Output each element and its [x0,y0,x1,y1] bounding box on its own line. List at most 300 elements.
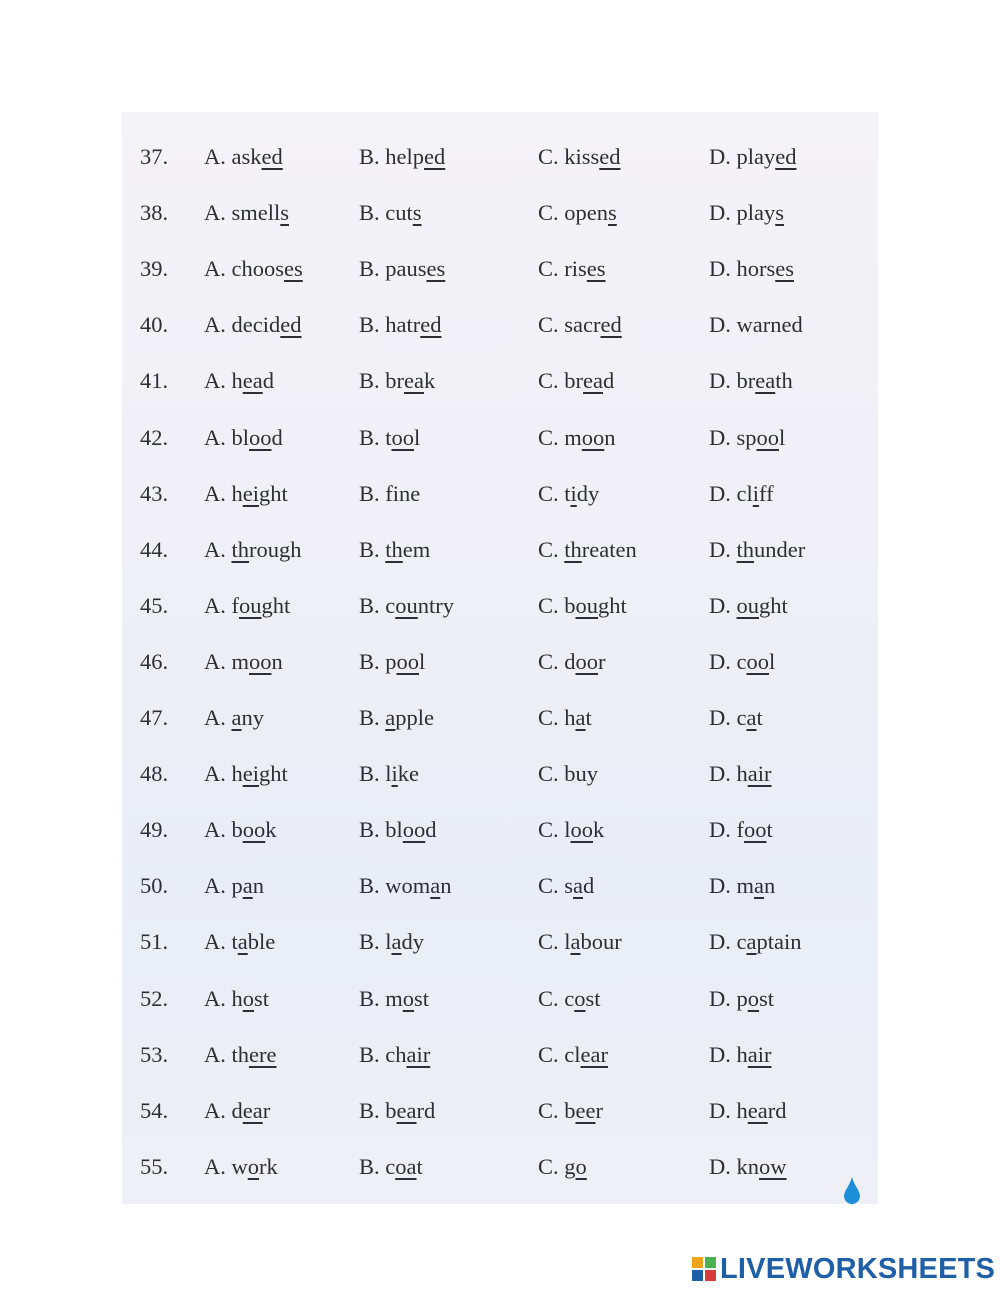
option-text: em [402,536,431,562]
question-row [0,1035,1000,1075]
answer-option [538,193,617,233]
option-text: C. s [538,873,574,899]
option-text: A. h [204,480,243,506]
answer-option [538,810,604,850]
answer-option [538,530,637,570]
option-text: C. br [538,368,583,394]
option-text: C. b [538,592,576,618]
underlined-sound: ei [242,761,259,787]
option-text: A. d [204,1097,243,1123]
question-number: 39. [140,256,169,282]
underlined-sound: ea [583,368,603,394]
underlined-sound: ea [755,368,776,394]
option-text: B. wom [359,873,431,899]
underlined-sound: th [231,536,250,562]
option-text: ff [759,480,774,506]
underlined-sound: ee [575,1097,596,1123]
answer-option [204,866,264,906]
answer-option [204,193,289,233]
option-text: B. l [359,761,392,787]
option-text: C. open [538,200,608,226]
option-text: B. [359,705,386,730]
option-text: t [766,817,773,843]
question-number: 51. [140,929,169,955]
answer-option [538,979,601,1019]
option-text: A. th [204,1041,249,1067]
option-text: t [416,1153,423,1179]
underlined-sound: s [412,200,422,226]
underlined-sound: a [385,705,396,730]
answer-option [709,249,794,289]
underlined-sound: ed [600,312,622,338]
answer-option [538,698,592,738]
question-row [0,418,1000,458]
underlined-sound: o [242,985,254,1011]
underlined-sound: a [746,705,757,730]
answer-option [538,754,598,794]
answer-option [709,361,793,401]
underlined-sound: es [284,256,303,282]
underlined-sound: a [575,705,586,730]
answer-option [359,586,454,626]
water-drop-icon [843,1176,861,1204]
option-text: D. f [709,817,744,843]
option-text: d [425,817,437,843]
answer-option [538,1091,603,1131]
option-text: d [602,368,615,394]
option-text: D. [709,592,737,618]
option-text: ny [241,705,264,730]
answer-option [359,754,419,794]
option-text: B. hatr [359,312,421,338]
question-number: 54. [140,1097,169,1123]
option-text: C. t [538,480,571,506]
question-number: 47. [140,705,169,730]
option-text: l [414,424,421,450]
question-number: 45. [140,592,169,618]
answer-option [538,922,622,962]
underlined-sound: oo [249,648,272,674]
answer-option [709,193,784,233]
option-text: k [423,368,436,394]
option-text: C. [538,536,565,562]
question-row [0,249,1000,289]
underlined-sound: s [775,200,785,226]
underlined-sound: i [391,761,398,787]
answer-option [538,361,614,401]
underlined-sound: a [570,929,581,955]
answer-option [359,922,424,962]
option-text: ght [259,480,288,506]
option-text: rk [259,1153,278,1179]
underlined-sound: oo [570,817,594,843]
option-text: r [262,1097,271,1123]
answer-option [709,137,797,177]
answer-option [538,137,621,177]
answer-option [709,922,802,962]
underlined-sound: a [391,929,402,955]
question-number: 44. [140,536,169,562]
underlined-sound: oo [744,817,767,843]
option-text: dy [401,929,425,955]
option-text: C. b [538,1097,576,1123]
answer-option [204,305,301,345]
option-text: n [764,873,776,899]
option-text: t [756,705,763,730]
option-text: k [265,817,277,843]
option-text: D. br [709,368,756,394]
option-text: bour [580,929,622,955]
answer-option [204,361,274,401]
option-text: B. b [359,1097,397,1123]
question-row [0,922,1000,962]
answer-option [359,530,430,570]
option-text: l [779,424,786,450]
question-row [0,586,1000,626]
option-text: A. h [204,985,243,1011]
option-text: t [585,705,592,730]
option-text: C. l [538,817,571,843]
option-text: D. m [709,873,754,899]
underlined-sound: a [231,705,242,730]
option-text: D. [709,536,737,562]
question-row [0,979,1000,1019]
option-text: B. fine [359,480,421,506]
underlined-sound: oo [402,817,426,843]
underlined-sound: th [385,536,403,562]
underlined-sound: a [242,873,253,899]
answer-option [204,642,283,682]
option-text: ble [247,929,276,955]
answer-option [709,1147,787,1187]
question-row [0,361,1000,401]
answer-option [359,137,445,177]
option-text: D. h [709,1041,748,1067]
question-row [0,754,1000,794]
underlined-sound: ea [404,368,424,394]
answer-option [709,979,774,1019]
option-text: d [262,368,274,394]
option-text: C. kiss [538,144,600,169]
underlined-sound: ou [736,592,759,618]
answer-option [538,305,622,345]
option-text: C. g [538,1153,576,1179]
answer-option [359,642,425,682]
option-text: A. b [204,817,243,843]
option-text: D. p [709,985,748,1011]
underlined-sound: oa [395,1153,417,1179]
answer-option [359,810,437,850]
underlined-sound: oo [391,424,415,450]
question-number: 41. [140,368,169,394]
option-text: B. br [359,368,404,394]
option-text: A. f [204,592,239,618]
option-text: ght [598,592,627,618]
option-text: A. [204,705,232,730]
underlined-sound: s [608,200,617,226]
option-text: n [252,873,264,899]
answer-option [204,137,283,177]
answer-option [538,866,594,906]
answer-option [359,418,420,458]
option-text: D. h [709,761,748,787]
underlined-sound: ed [420,312,442,338]
question-number: 53. [140,1041,169,1067]
underlined-sound: ear [580,1041,608,1067]
option-text: A. [204,536,232,562]
question-number: 42. [140,424,169,450]
question-row [0,193,1000,233]
option-text: D. h [709,1097,748,1123]
answer-option [709,1091,786,1131]
option-text: B. paus [359,256,427,282]
answer-option [204,1147,278,1187]
option-text: d [271,424,283,450]
underlined-sound: a [237,929,248,955]
option-text: B. c [359,1153,396,1179]
option-text: reaten [581,536,637,562]
question-row [0,474,1000,514]
underlined-sound: ere [249,1041,277,1067]
underlined-sound: th [736,536,755,562]
option-text: st [759,985,775,1011]
underlined-sound: ou [575,592,599,618]
option-text: B. m [359,985,403,1011]
option-text: A. w [204,1153,248,1179]
option-text: k [593,817,605,843]
underlined-sound: es [775,256,794,282]
option-text: D. warned [709,312,803,338]
answer-option [359,1035,430,1075]
option-text: n [271,648,283,674]
option-text: A. choos [204,256,284,282]
underlined-sound: ed [775,144,797,169]
underlined-sound: a [754,873,764,899]
option-text: A. t [204,929,238,955]
answer-option [709,305,803,345]
underlined-sound: air [747,761,772,787]
underlined-sound: es [586,256,606,282]
option-text: D. c [709,648,747,674]
option-text: d [583,873,595,899]
answer-option [359,249,445,289]
option-text: A. bl [204,424,249,450]
underlined-sound: a [746,929,757,955]
option-text: l [419,648,426,674]
option-text: B. ch [359,1041,407,1067]
question-row [0,1091,1000,1131]
underlined-sound: ea [242,1097,263,1123]
underlined-sound: o [574,985,586,1011]
underlined-sound: a [573,873,584,899]
question-number: 50. [140,873,169,899]
option-text: D. c [709,929,747,955]
question-number: 52. [140,985,169,1011]
option-text: B. l [359,929,392,955]
underlined-sound: ed [261,144,283,169]
option-text: A. decid [204,312,281,338]
option-text: th [775,368,793,394]
answer-option [709,418,785,458]
answer-option [709,474,774,514]
question-number: 40. [140,312,169,338]
underlined-sound: air [747,1041,772,1067]
underlined-sound: ea [747,1097,768,1123]
answer-option [204,698,264,738]
option-text: D. cl [709,480,753,506]
answer-option [204,979,269,1019]
question-row [0,305,1000,345]
underlined-sound: oo [396,648,420,674]
underlined-sound: es [426,256,446,282]
underlined-sound: oo [249,424,272,450]
underlined-sound: o [575,1153,587,1179]
answer-option [359,698,434,738]
option-text: D. kn [709,1153,759,1179]
answer-option [538,1147,587,1187]
underlined-sound: oo [756,424,780,450]
option-text: rough [249,536,302,562]
option-text: B. [359,536,386,562]
answer-option [709,754,771,794]
answer-option [204,1091,270,1131]
answer-option [538,474,599,514]
underlined-sound: o [747,985,759,1011]
underlined-sound: ou [395,592,418,618]
underlined-sound: ou [239,592,262,618]
option-text: A. p [204,873,243,899]
question-number: 38. [140,200,169,226]
brand-name: LIVEWORKSHEETS [720,1253,996,1285]
underlined-sound: o [402,985,415,1011]
option-text: A. m [204,648,249,674]
underlined-sound: ed [599,144,621,169]
option-text: C. d [538,648,576,674]
option-text: D. play [709,144,776,169]
answer-option [709,698,763,738]
answer-option [709,530,805,570]
answer-option [709,1035,771,1075]
answer-option [359,1091,435,1131]
option-text: D. play [709,200,776,226]
option-text: ke [397,761,420,787]
question-number: 49. [140,817,169,843]
option-text: C. cl [538,1041,581,1067]
answer-option [204,810,277,850]
underlined-sound: th [564,536,582,562]
answer-option [709,810,773,850]
underlined-sound: a [430,873,441,899]
underlined-sound: ea [242,368,263,394]
answer-option [359,305,442,345]
option-text: C. h [538,705,576,730]
answer-option [538,249,606,289]
answer-option [538,418,616,458]
option-text: A. ask [204,144,262,169]
underlined-sound: i [752,480,760,506]
answer-option [709,642,775,682]
option-text: ght [261,592,291,618]
underlined-sound: ei [242,480,259,506]
option-text: C. ris [538,256,587,282]
option-text: st [585,985,601,1011]
underlined-sound: ow [759,1153,787,1179]
option-text: C. l [538,929,571,955]
answer-option [709,586,788,626]
answer-option [204,418,283,458]
answer-option [204,922,275,962]
question-number: 55. [140,1153,169,1179]
answer-option [359,361,435,401]
underlined-sound: oo [242,817,266,843]
option-text: B. p [359,648,397,674]
option-text: ght [259,761,288,787]
answer-option [204,530,302,570]
option-text: A. smell [204,200,281,226]
option-text: rd [767,1097,787,1123]
question-row [0,698,1000,738]
option-text: l [769,648,776,674]
answer-option [359,1147,423,1187]
option-text: C. sacr [538,312,601,338]
liveworksheets-logo-icon [692,1257,716,1281]
option-text: A. h [204,368,243,394]
answer-option [359,474,420,514]
question-number: 48. [140,761,169,787]
answer-option [538,1035,608,1075]
option-text: C. m [538,424,582,450]
option-text: ntry [417,592,454,618]
underlined-sound: ea [396,1097,417,1123]
option-text: A. h [204,761,243,787]
answer-option [204,474,288,514]
underlined-sound: air [406,1041,431,1067]
option-text: B. c [359,592,396,618]
option-text: rd [416,1097,436,1123]
question-row [0,866,1000,906]
underlined-sound: s [280,200,290,226]
option-text: C. c [538,985,575,1011]
option-text: r [598,648,606,674]
option-text: B. t [359,424,392,450]
option-text: B. help [359,144,424,169]
question-row [0,642,1000,682]
option-text: n [604,424,616,450]
question-number: 37. [140,144,169,169]
option-text: ptain [756,929,802,955]
question-row [0,530,1000,570]
option-text: pple [395,705,435,730]
underlined-sound: ed [424,144,446,169]
option-text: D. hors [709,256,776,282]
brand-logo [692,1252,995,1286]
answer-option [359,193,422,233]
option-text: D. sp [709,424,757,450]
underlined-sound: i [570,480,577,506]
option-text: B. bl [359,817,403,843]
option-text: C. buy [538,761,599,787]
option-text: B. cut [359,200,413,226]
answer-option [204,249,303,289]
option-text: ght [759,592,788,618]
option-text: st [414,985,430,1011]
answer-option [204,586,290,626]
answer-option [359,979,429,1019]
underlined-sound: o [247,1153,259,1179]
answer-option [538,642,606,682]
answer-option [204,1035,276,1075]
option-text: dy [576,480,600,506]
